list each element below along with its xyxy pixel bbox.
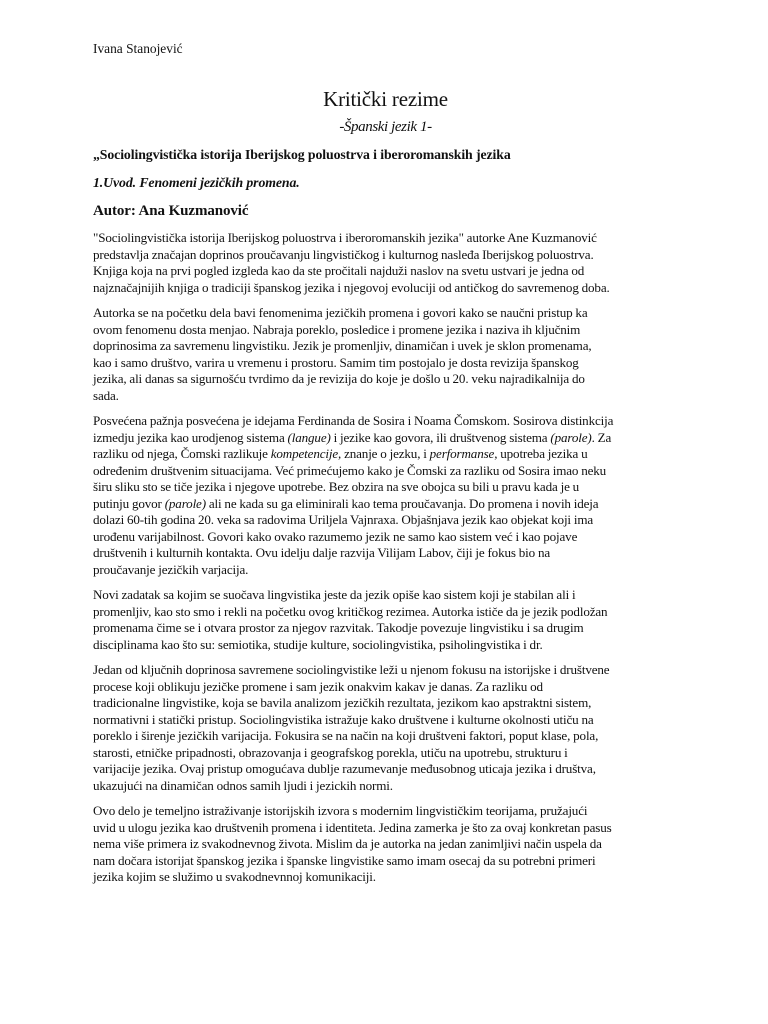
paragraph-4: [93, 587, 678, 653]
paragraph-line: [93, 446, 678, 463]
text-run: . Za: [591, 429, 612, 445]
paragraph-line: Ovo delo je temeljno istraživanje istorijskih izvora s modernim lingvističkim teorijama, pružajući: [93, 803, 588, 818]
document-subtitle: -Španski jezik 1-: [339, 119, 432, 135]
paragraph-2: [93, 305, 678, 404]
paragraph-line: širu sliku sto se tiče jezika i njegove upotrebe. Bez obzira na sve obojca su bili u pravu kada je u: [93, 479, 580, 494]
paragraph-line: doprinosima za savremenu lingvistiku. Jezik je promenljiv, dinamičan i uvek je sklon promenama,: [93, 338, 592, 353]
paragraph-line: dolazi 60-tih godina 20. veka sa radovima Uriljela Vajnraxa. Objašnjava jezik kao objekat koji ima: [93, 512, 594, 527]
paragraph-line: [93, 496, 678, 513]
author-name: Ivana Stanojević: [93, 41, 183, 56]
paragraph-1: [93, 230, 678, 296]
book-title-heading: „Sociolingvistička istorija Iberijskog poluostrva i iberoromanskih jezika: [93, 147, 511, 162]
document-title: Kritički rezime: [323, 87, 448, 111]
paragraph-line: kao i samo društvo, varira u vremenu i prostoru. Samim tim postojalo je dosta revizija španskog: [93, 354, 579, 370]
paragraph-line: sada.: [93, 387, 119, 403]
text-run: razliku od njega, Čomski razlikuje: [93, 446, 271, 461]
paragraph-line: nema više primera iz svakodnevnog života. Mislim da je autorka na jedan zanimljivi način uspela da: [93, 836, 602, 851]
paragraph-6: [93, 803, 678, 886]
paragraph-line: uvid u ulogu jezika kao društvenih promena i identiteta. Jedina zamerka je što za ovaj konkretan pasus: [93, 819, 612, 835]
paragraph-line: procese koji oblikuju jezičke promene i sam jezik onakvim kakav je danas. Za razliku od: [93, 678, 543, 694]
paragraph-line: najznačajnijih knjiga o tradiciji španskog jezika i njegovoj evoluciji od antičkog do savremenog doba.: [93, 279, 610, 295]
paragraph-line: nam dočara istorijat španskog jezika i španske lingvistike samo imam osecaj da su potrebni primeri: [93, 852, 596, 868]
chapter-heading: 1.Uvod. Fenomeni jezičkih promena.: [93, 175, 300, 190]
term-langue: (langue): [287, 429, 331, 445]
paragraph-line: promenama čime se i otvara prostor za njegov razvitak. Takodje povezuje lingvistiku i sa drugim: [93, 620, 584, 635]
term-parole: (parole): [164, 495, 206, 511]
paragraph-line: društvenih i kulturnih kontakta. Ovu idelju dalje razvija Vilijam Labov, čiji je fokus bio na: [93, 545, 551, 560]
paragraph-line: ovom fenomenu dosta menjao. Nabraja poreklo, posledice i promene jezika i naziva ih ključnim: [93, 321, 581, 337]
paragraph-line: promenljiv, kao sto smo i rekli na početku ovog kritičkog rezimea. Autorka ističe da je jezik podložan: [93, 603, 608, 619]
paragraph-5: [93, 662, 678, 794]
paragraph-line: Jedan od ključnih doprinosa savremene sociolingvistike leži u njenom fokusu na istorijske i društvene: [93, 662, 610, 677]
term-parole: (parole): [550, 429, 592, 445]
paragraph-line: proučavanje jezičkih varjacija.: [93, 561, 249, 577]
paragraph-line: tradicionalne lingvistike, koja se bavila analizom jezičkih rezultata, jezikom kao apstraktni sistem,: [93, 695, 592, 710]
paragraph-line: određenim društvenim situacijama. Već primećujemo kako je Čomski za razliku od Sosira imao neku: [93, 462, 607, 478]
text-run: znanje o jezku, i: [341, 446, 430, 461]
paragraph-line: [93, 430, 678, 447]
text-run: , upotreba jezika u: [494, 446, 588, 461]
book-author-heading: Autor: Ana Kuzmanović: [93, 203, 249, 219]
paragraph-line: Posvećena pažnja posvećena je idejama Ferdinanda de Sosira i Noama Čomskom. Sosirova distinkcija: [93, 413, 614, 428]
paragraph-line: ukazujući na dinamičan odnos samih ljudi i jezickih normi.: [93, 777, 393, 793]
paragraph-line: predstavlja značajan doprinos proučavanju lingvističkog i kulturnog nasleđa Iberijskog poluostrva.: [93, 246, 594, 262]
term-kompetencije: kompetencije,: [270, 446, 342, 461]
document-page: [93, 40, 678, 895]
paragraph-line: urođenu varijabilnost. Govori kako ovako razumemo jezik ne samo kao sistem već i kao pojave: [93, 528, 578, 544]
text-run: putinju govor: [93, 495, 165, 511]
paragraph-line: jezika kojim se služimo u svakodnevnnoj komunikaciji.: [93, 869, 376, 884]
text-run: izmedju jezika kao urodjenog sistema: [93, 429, 288, 445]
paragraph-line: starosti, etničke pripadnosti, obrazovanja i geografskog porekla, utiču na upotrebu, strukturu i: [93, 744, 568, 760]
text-run: i jezike kao govora, ili društvenog sistema: [330, 429, 551, 445]
paragraph-3: [93, 413, 678, 578]
paragraph-line: jezika, ali danas sa sigurnošću tvrdimo da je revizija do koje je došlo u 20. veku najradikalnija do: [93, 371, 585, 386]
paragraph-line: disciplinama kao što su: semiotika, studije kulture, sociolingvistika, psiholingvistika i dr.: [93, 636, 543, 652]
paragraph-line: "Sociolingvistička istorija Iberijskog poluostrva i iberoromanskih jezika" autorke Ane Kuzmanović: [93, 230, 597, 245]
paragraph-line: varijacije jezika. Ovaj pristup omogućava dublje razumevanje međusobnog uticaja jezika i društva,: [93, 761, 596, 776]
paragraph-line: Autorka se na početku dela bavi fenomenima jezičkih promena i govori kako se naučni pristup ka: [93, 305, 588, 320]
paragraph-line: Knjiga koja na prvi pogled izgleda kao da ste pročitali najduži naslov na svetu ustvari je jedna od: [93, 263, 585, 278]
paragraph-line: normativni i statički pristup. Sociolingvistika istražuje kako društvene i kulturne okolnosti utiču na: [93, 711, 594, 727]
term-performanse: performanse: [429, 446, 495, 461]
text-run: ali ne kada su ga eliminirali kao tema proučavanja. Do promena i novih ideja: [205, 495, 599, 511]
paragraph-line: poreklo i širenje jezičkih varijacija. Fokusira se na način na koji društveni faktori, poput klase, pola,: [93, 728, 599, 743]
paragraph-line: Novi zadatak sa kojim se suočava lingvistika jeste da jezik opiše kao sistem koji je stabilan ali i: [93, 587, 576, 602]
